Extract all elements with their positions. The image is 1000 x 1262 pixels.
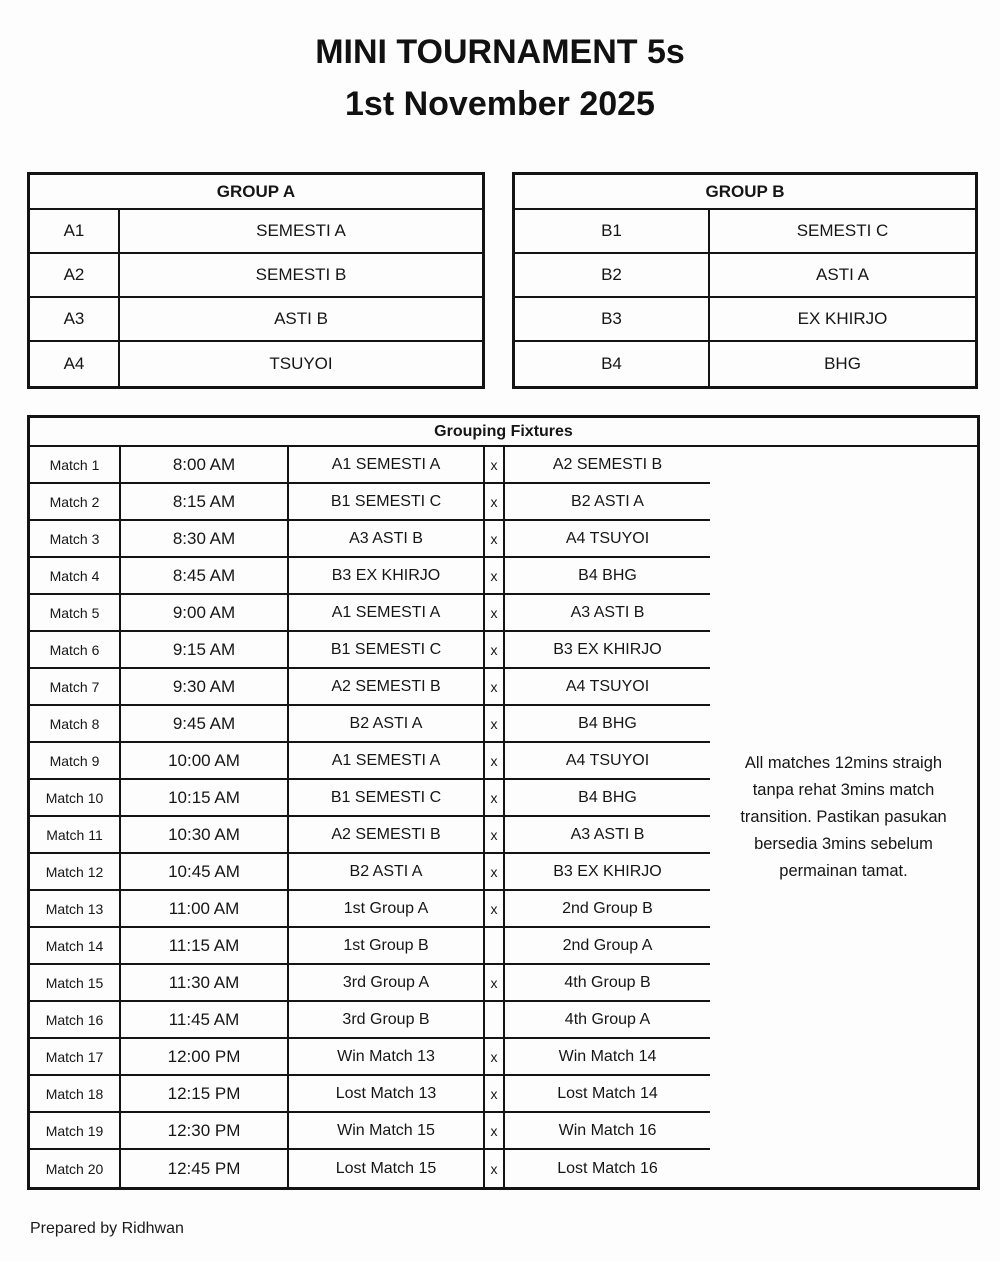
team-code: B1 bbox=[515, 210, 710, 252]
group-team-row bbox=[515, 342, 975, 386]
home-team: Win Match 15 bbox=[289, 1113, 485, 1148]
home-team: Lost Match 13 bbox=[289, 1076, 485, 1111]
fixture-row bbox=[30, 854, 710, 891]
away-team: 2nd Group A bbox=[562, 936, 653, 954]
fixture-row bbox=[30, 484, 710, 521]
fixture-row bbox=[30, 891, 710, 928]
versus-mark: x bbox=[485, 632, 505, 667]
prepared-by-note: Prepared by Ridhwan bbox=[30, 1220, 184, 1237]
match-time: 9:15 AM bbox=[121, 632, 289, 667]
match-label: Match 6 bbox=[30, 632, 121, 667]
match-label: Match 19 bbox=[30, 1113, 121, 1148]
group-team-row bbox=[30, 254, 482, 298]
away-team: A4 TSUYOI bbox=[565, 677, 650, 695]
fixture-row bbox=[30, 521, 710, 558]
fixture-row bbox=[30, 447, 710, 484]
group-a-rows bbox=[30, 210, 482, 386]
match-time: 9:45 AM bbox=[121, 706, 289, 741]
fixture-row bbox=[30, 595, 710, 632]
versus-mark: x bbox=[485, 854, 505, 889]
versus-mark: x bbox=[485, 1150, 505, 1187]
versus-mark: x bbox=[485, 1113, 505, 1148]
fixture-row bbox=[30, 780, 710, 817]
match-label: Match 12 bbox=[30, 854, 121, 889]
match-label: Match 18 bbox=[30, 1076, 121, 1111]
versus-mark: x bbox=[485, 780, 505, 815]
fixture-row bbox=[30, 706, 710, 743]
team-name: EX KHIRJO bbox=[797, 309, 888, 328]
away-team: A4 TSUYOI bbox=[565, 529, 650, 547]
fixture-row bbox=[30, 558, 710, 595]
match-time: 11:45 AM bbox=[121, 1002, 289, 1037]
versus-mark: x bbox=[485, 669, 505, 704]
fixtures-header: Grouping Fixtures bbox=[30, 418, 977, 447]
away-team: A3 ASTI B bbox=[570, 603, 645, 621]
match-time: 8:45 AM bbox=[121, 558, 289, 593]
match-time: 10:00 AM bbox=[121, 743, 289, 778]
away-team: B4 BHG bbox=[578, 714, 637, 732]
fixture-row bbox=[30, 1076, 710, 1113]
group-b-header: GROUP B bbox=[515, 175, 975, 210]
team-code: A1 bbox=[30, 210, 120, 252]
versus-mark: x bbox=[485, 558, 505, 593]
match-time: 8:00 AM bbox=[121, 447, 289, 482]
fixture-row bbox=[30, 817, 710, 854]
group-tables bbox=[27, 172, 978, 389]
group-team-row bbox=[515, 210, 975, 254]
match-time: 11:30 AM bbox=[121, 965, 289, 1000]
fixture-row bbox=[30, 1150, 710, 1187]
team-code: B4 bbox=[515, 342, 710, 386]
home-team: B3 EX KHIRJO bbox=[289, 558, 485, 593]
team-name: SEMESTI C bbox=[796, 221, 889, 240]
fixture-row bbox=[30, 1002, 710, 1039]
fixture-row bbox=[30, 632, 710, 669]
fixtures-body bbox=[30, 447, 977, 1187]
team-name: SEMESTI B bbox=[255, 265, 347, 284]
match-time: 12:45 PM bbox=[121, 1150, 289, 1187]
away-team: Win Match 16 bbox=[558, 1121, 657, 1139]
away-team: 2nd Group B bbox=[562, 899, 653, 917]
match-label: Match 13 bbox=[30, 891, 121, 926]
versus-mark: x bbox=[485, 595, 505, 630]
group-team-row bbox=[30, 342, 482, 386]
group-a-table bbox=[27, 172, 485, 389]
away-team: 4th Group A bbox=[564, 1010, 651, 1028]
match-time: 12:15 PM bbox=[121, 1076, 289, 1111]
versus-mark: x bbox=[485, 447, 505, 482]
match-time: 11:15 AM bbox=[121, 928, 289, 963]
match-label: Match 15 bbox=[30, 965, 121, 1000]
team-code: B3 bbox=[515, 298, 710, 340]
group-a-header: GROUP A bbox=[30, 175, 482, 210]
fixtures-note-text: All matches 12mins straigh tanpa rehat 3mins match transition. Pastikan pasukan bersedia 3mins sebelum permainan tamat. bbox=[740, 753, 947, 880]
group-b-table bbox=[512, 172, 978, 389]
home-team: B1 SEMESTI C bbox=[289, 484, 485, 519]
fixture-row bbox=[30, 743, 710, 780]
versus-mark: x bbox=[485, 706, 505, 741]
versus-mark: x bbox=[485, 817, 505, 852]
versus-mark bbox=[485, 1002, 505, 1037]
match-label: Match 3 bbox=[30, 521, 121, 556]
match-time: 12:00 PM bbox=[121, 1039, 289, 1074]
fixtures-note-cell bbox=[710, 447, 977, 1187]
away-team: B4 BHG bbox=[578, 566, 637, 584]
team-name: SEMESTI A bbox=[256, 221, 346, 240]
home-team: B1 SEMESTI C bbox=[289, 780, 485, 815]
home-team: Lost Match 15 bbox=[289, 1150, 485, 1187]
team-name: BHG bbox=[824, 354, 861, 373]
fixture-row bbox=[30, 669, 710, 706]
versus-mark: x bbox=[485, 484, 505, 519]
away-team: Lost Match 14 bbox=[557, 1084, 658, 1102]
match-label: Match 8 bbox=[30, 706, 121, 741]
fixture-row bbox=[30, 928, 710, 965]
versus-mark: x bbox=[485, 1076, 505, 1111]
away-team: A4 TSUYOI bbox=[565, 751, 650, 769]
title-line-1: MINI TOURNAMENT 5s bbox=[315, 33, 685, 71]
home-team: 1st Group A bbox=[289, 891, 485, 926]
match-time: 8:15 AM bbox=[121, 484, 289, 519]
match-time: 10:45 AM bbox=[121, 854, 289, 889]
home-team: B2 ASTI A bbox=[289, 706, 485, 741]
versus-mark: x bbox=[485, 1039, 505, 1074]
away-team: A2 SEMESTI B bbox=[552, 455, 663, 473]
match-label: Match 16 bbox=[30, 1002, 121, 1037]
home-team: 3rd Group A bbox=[289, 965, 485, 1000]
match-label: Match 7 bbox=[30, 669, 121, 704]
away-team: B2 ASTI A bbox=[571, 492, 644, 510]
group-team-row bbox=[515, 298, 975, 342]
versus-mark: x bbox=[485, 521, 505, 556]
match-time: 8:30 AM bbox=[121, 521, 289, 556]
match-label: Match 4 bbox=[30, 558, 121, 593]
versus-mark: x bbox=[485, 743, 505, 778]
home-team: A1 SEMESTI A bbox=[289, 743, 485, 778]
home-team: B2 ASTI A bbox=[289, 854, 485, 889]
home-team: A1 SEMESTI A bbox=[289, 595, 485, 630]
title-line-2: 1st November 2025 bbox=[345, 85, 655, 123]
fixture-rows bbox=[30, 447, 710, 1187]
away-team: 4th Group B bbox=[564, 973, 651, 991]
home-team: B1 SEMESTI C bbox=[289, 632, 485, 667]
fixture-row bbox=[30, 1039, 710, 1076]
match-label: Match 14 bbox=[30, 928, 121, 963]
team-name: ASTI B bbox=[274, 309, 328, 328]
match-label: Match 10 bbox=[30, 780, 121, 815]
home-team: 1st Group B bbox=[289, 928, 485, 963]
match-label: Match 1 bbox=[30, 447, 121, 482]
away-team: Lost Match 16 bbox=[557, 1159, 658, 1177]
versus-mark: x bbox=[485, 965, 505, 1000]
home-team: 3rd Group B bbox=[289, 1002, 485, 1037]
away-team: B3 EX KHIRJO bbox=[553, 640, 662, 658]
home-team: A1 SEMESTI A bbox=[289, 447, 485, 482]
away-team: B4 BHG bbox=[578, 788, 637, 806]
fixtures-table bbox=[27, 415, 980, 1190]
home-team: A2 SEMESTI B bbox=[289, 669, 485, 704]
match-label: Match 5 bbox=[30, 595, 121, 630]
group-team-row bbox=[515, 254, 975, 298]
team-code: A3 bbox=[30, 298, 120, 340]
match-time: 9:00 AM bbox=[121, 595, 289, 630]
match-time: 12:30 PM bbox=[121, 1113, 289, 1148]
fixture-row bbox=[30, 965, 710, 1002]
team-code: A4 bbox=[30, 342, 120, 386]
match-label: Match 11 bbox=[30, 817, 121, 852]
match-time: 11:00 AM bbox=[121, 891, 289, 926]
match-label: Match 9 bbox=[30, 743, 121, 778]
away-team: B3 EX KHIRJO bbox=[553, 862, 662, 880]
group-team-row bbox=[30, 298, 482, 342]
group-b-rows bbox=[515, 210, 975, 386]
match-time: 9:30 AM bbox=[121, 669, 289, 704]
match-label: Match 17 bbox=[30, 1039, 121, 1074]
fixture-row bbox=[30, 1113, 710, 1150]
team-code: A2 bbox=[30, 254, 120, 296]
team-name: ASTI A bbox=[816, 265, 869, 284]
versus-mark: x bbox=[485, 891, 505, 926]
group-team-row bbox=[30, 210, 482, 254]
match-label: Match 2 bbox=[30, 484, 121, 519]
team-code: B2 bbox=[515, 254, 710, 296]
home-team: Win Match 13 bbox=[289, 1039, 485, 1074]
match-time: 10:30 AM bbox=[121, 817, 289, 852]
away-team: A3 ASTI B bbox=[570, 825, 645, 843]
home-team: A2 SEMESTI B bbox=[289, 817, 485, 852]
match-time: 10:15 AM bbox=[121, 780, 289, 815]
versus-mark bbox=[485, 928, 505, 963]
team-name: TSUYOI bbox=[269, 354, 333, 373]
match-label: Match 20 bbox=[30, 1150, 121, 1187]
away-team: Win Match 14 bbox=[558, 1047, 657, 1065]
home-team: A3 ASTI B bbox=[289, 521, 485, 556]
document-title bbox=[0, 26, 1000, 130]
